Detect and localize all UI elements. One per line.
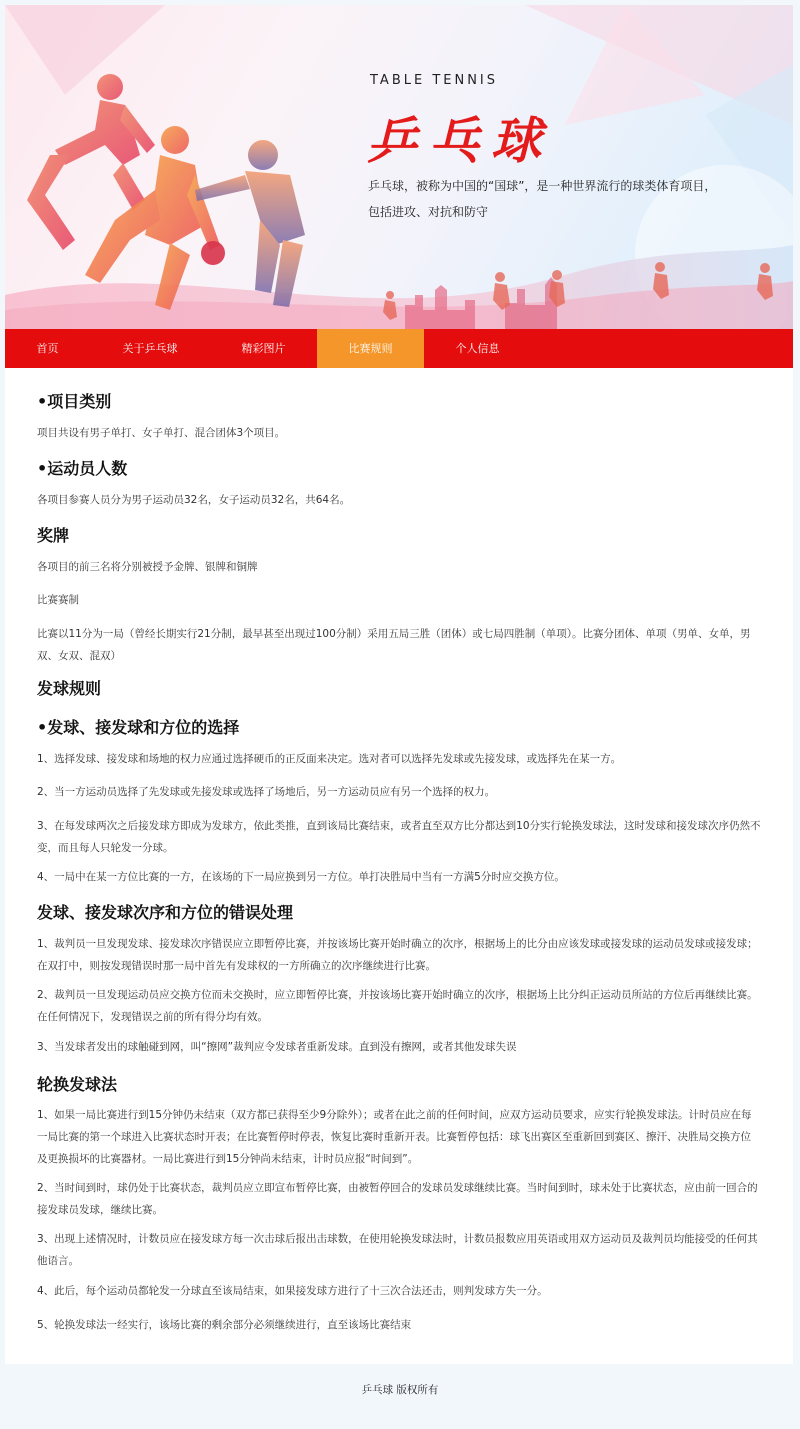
banner-description-line: 乒乓球，被称为中国的“国球”，是一种世界流行的球类体育项目， <box>368 179 717 193</box>
section-paragraph: 4、一局中在某一方位比赛的一方，在该场的下一局应换到另一方位。单打决胜局中当有一方满5分时应交换方位。 <box>37 871 565 883</box>
section-paragraph: 比赛赛制 <box>37 594 79 606</box>
section-heading: •运动员人数 <box>37 459 128 478</box>
banner-description <box>368 173 758 225</box>
section-paragraph: 2、当一方运动员选择了先发球或先接发球或选择了场地后，另一方运动员应有另一个选择的权力。 <box>37 786 496 798</box>
section-heading: •发球、接发球和方位的选择 <box>37 718 240 737</box>
footer-copyright: 乒乓球 版权所有 <box>361 1384 439 1396</box>
section-paragraph: 4、此后，每个运动员都轮发一分球直至该局结束，如果接发球方进行了十三次合法还击，则判发球方失一分。 <box>37 1285 548 1297</box>
section-heading: 奖牌 <box>37 526 70 545</box>
section-paragraph: 3、在每发球两次之后接发球方即成为发球方，依此类推，直到该局比赛结束，或者直至双方比分都达到10分实行轮换发球法，这时发球和接发球次序仍然不变，而且每人只轮发一分球。 <box>37 820 761 854</box>
section-heading: •项目类别 <box>37 392 112 411</box>
page-container <box>5 5 793 1364</box>
banner <box>5 5 793 329</box>
section-paragraph: 1、裁判员一旦发现发球、接发球次序错误应立即暂停比赛，并按该场比赛开始时确立的次序，根据场上的比分由应该发球或接发球的运动员发球或接发球；在双打中，则按发现错误时那一局中首先有发球权的一方所确立的次序继续进行比赛。 <box>37 938 758 972</box>
nav-item-profile[interactable]: 个人信息 <box>455 342 500 355</box>
section-heading: 轮换发球法 <box>37 1075 118 1094</box>
section-paragraph: 各项目参赛人员分为男子运动员32名，女子运动员32名，共64名。 <box>37 494 351 506</box>
banner-description-line: 包括进攻、对抗和防守 <box>368 205 489 219</box>
section-paragraph: 项目共设有男子单打、女子单打、混合团体3个项目。 <box>37 427 286 439</box>
section-paragraph: 3、出现上述情况时，计数员应在接发球方每一次击球后报出击球数，在使用轮换发球法时，计数员报数应用英语或用双方运动员及裁判员均能接受的任何其他语言。 <box>37 1233 758 1267</box>
section-paragraph: 各项目的前三名将分别被授予金牌、银牌和铜牌 <box>37 561 258 573</box>
section-paragraph: 1、如果一局比赛进行到15分钟仍未结束（双方都已获得至少9分除外）；或者在此之前的任何时间，应双方运动员要求，应实行轮换发球法。计时员应在每一局比赛的第一个球进入比赛状态时开表；在比赛暂停时停表，恢复比赛时重新开表。比赛暂停包括：球飞出赛区至重新回到赛区、擦汗、决胜局交换方位及更换损坏的比赛器材。一局比赛进行到15分钟尚未结束，计时员应报“时间到”。 <box>37 1109 752 1165</box>
section-paragraph: 5、轮换发球法一经实行，该场比赛的剩余部分必须继续进行，直至该场比赛结束 <box>37 1319 412 1331</box>
section-paragraph: 1、选择发球、接发球和场地的权力应通过选择硬币的正反面来决定。选对者可以选择先发球或先接发球，或选择先在某一方。 <box>37 753 622 765</box>
banner-subtitle: TABLE TENNIS <box>370 73 499 88</box>
nav-item-about[interactable]: 关于乒乓球 <box>122 342 178 355</box>
section-heading: 发球、接发球次序和方位的错误处理 <box>37 903 294 922</box>
section-paragraph: 2、当时间到时，球仍处于比赛状态，裁判员应立即宣布暂停比赛，由被暂停回合的发球员发球继续比赛。当时间到时，球未处于比赛状态，应由前一回合的接发球员发球，继续比赛。 <box>37 1182 758 1216</box>
main-nav <box>5 329 793 368</box>
section-paragraph: 2、裁判员一旦发现运动员应交换方位而未交换时，应立即暂停比赛，并按该场比赛开始时确立的次序，根据场上比分纠正运动员所站的方位后再继续比赛。在任何情况下，发现错误之前的所有得分均有效。 <box>37 989 758 1023</box>
section-paragraph: 3、当发球者发出的球触碰到网，叫“擦网”裁判应令发球者重新发球。直到没有擦网，或者其他发球失误 <box>37 1041 517 1053</box>
nav-item-gallery[interactable]: 精彩图片 <box>241 342 286 355</box>
section-heading: 发球规则 <box>37 679 102 698</box>
section-paragraph: 比赛以11分为一局（曾经长期实行21分制，最早甚至出现过100分制）采用五局三胜（团体）或七局四胜制（单项）。比赛分团体、单项（男单、女单，男双、女双、混双） <box>37 628 751 662</box>
banner-title: 乒乓球 <box>367 111 553 170</box>
nav-item-rules[interactable]: 比赛规则 <box>317 329 424 368</box>
nav-item-home[interactable]: 首页 <box>36 342 59 355</box>
